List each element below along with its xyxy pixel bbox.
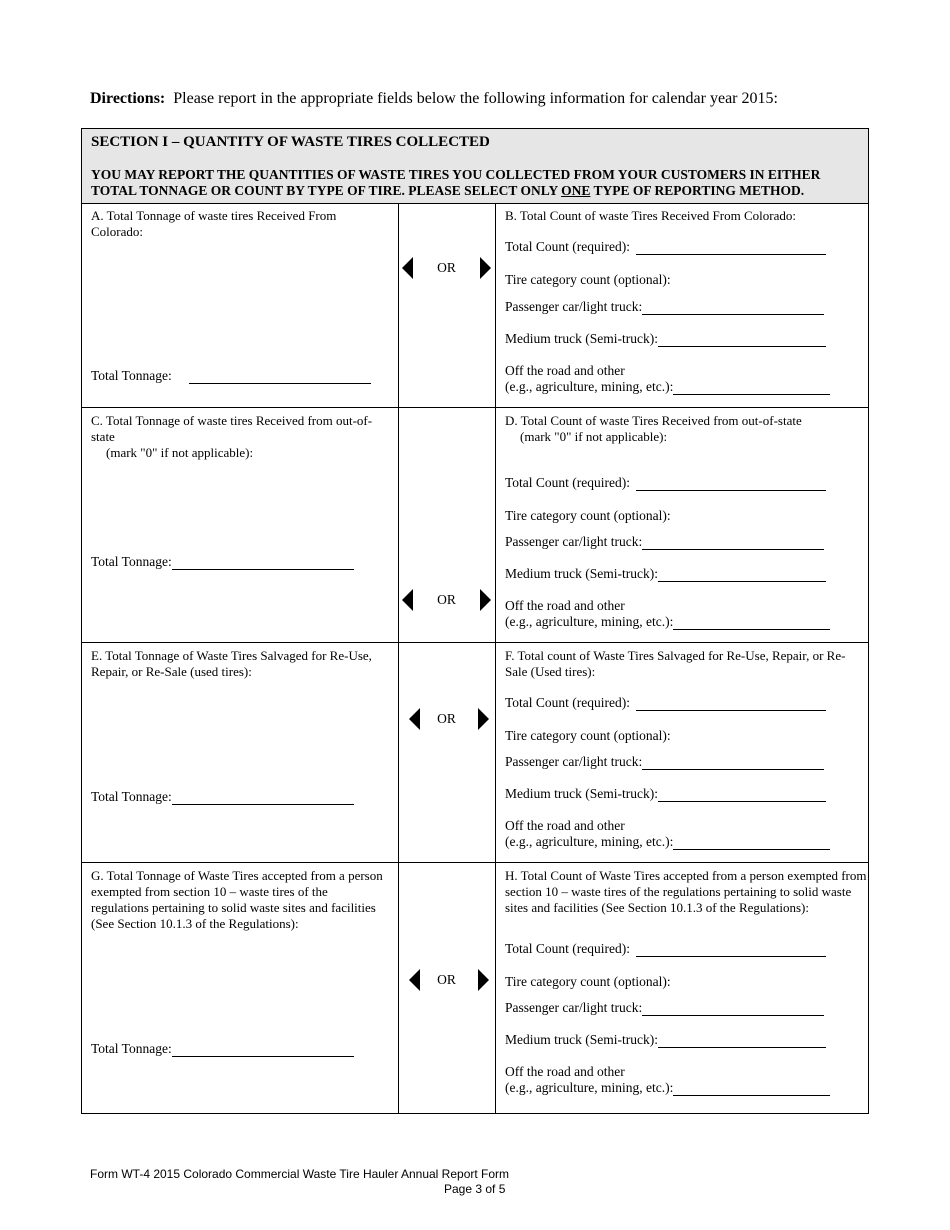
medium-b: Medium truck (Semi-truck):	[505, 331, 826, 347]
category-label-h: Tire category count (optional):	[505, 974, 671, 989]
tonnage-e: Total Tonnage:	[91, 789, 354, 805]
total-count-h: Total Count (required):	[505, 941, 826, 957]
part-f-heading: F. Total count of Waste Tires Salvaged for Re-Use, Repair, or Re-Sale (Used tires):	[505, 648, 846, 679]
part-c	[82, 408, 399, 642]
part-d	[496, 408, 868, 642]
total-count-d: Total Count (required):	[505, 475, 826, 491]
or-label: OR	[437, 592, 456, 607]
tonnage-c-input[interactable]	[172, 555, 354, 570]
part-h	[496, 863, 868, 1113]
offroad-b-input[interactable]	[673, 380, 830, 395]
tonnage-g-input[interactable]	[172, 1042, 354, 1057]
offroad-h: (e.g., agriculture, mining, etc.):	[505, 1080, 830, 1096]
total-count-b-input[interactable]	[636, 240, 826, 255]
tonnage-a: Total Tonnage:	[91, 368, 371, 384]
footer-page-number: Page 3 of 5	[444, 1182, 506, 1196]
category-label-b: Tire category count (optional):	[505, 272, 671, 287]
or-label: OR	[437, 972, 456, 987]
arrow-right-icon	[480, 589, 491, 611]
or-separator-ab	[398, 203, 496, 407]
tonnage-g: Total Tonnage:	[91, 1041, 354, 1057]
offroad-b-label: Off the road and other	[505, 363, 625, 378]
section-1-form	[81, 128, 869, 1114]
tonnage-a-input[interactable]	[189, 369, 371, 384]
total-count-h-input[interactable]	[636, 942, 826, 957]
offroad-f-input[interactable]	[673, 835, 830, 850]
part-g-heading: G. Total Tonnage of Waste Tires accepted from a person exempted from section 10 – waste tires of the regulations pertaining to solid waste sites and facilities (See Section 10.1.3 of the Regulations):	[91, 868, 383, 931]
offroad-h-input[interactable]	[673, 1081, 830, 1096]
category-label-f: Tire category count (optional):	[505, 728, 671, 743]
part-f	[496, 643, 868, 862]
offroad-d-label: Off the road and other	[505, 598, 625, 613]
medium-d-input[interactable]	[658, 567, 826, 582]
arrow-right-icon	[480, 257, 491, 279]
offroad-d-input[interactable]	[673, 615, 830, 630]
total-count-f: Total Count (required):	[505, 695, 826, 711]
part-e	[82, 643, 399, 862]
medium-h-input[interactable]	[658, 1033, 826, 1048]
medium-h: Medium truck (Semi-truck):	[505, 1032, 826, 1048]
footer-form-title: Form WT-4 2015 Colorado Commercial Waste Tire Hauler Annual Report Form	[90, 1167, 510, 1181]
medium-d: Medium truck (Semi-truck):	[505, 566, 826, 582]
part-h-heading: H. Total Count of Waste Tires accepted from a person exempted from section 10 – waste tires of the regulations pertaining to solid waste sites and facilities (See Section 10.1.3 of the Regulations):	[505, 868, 867, 915]
part-d-heading: D. Total Count of waste Tires Received from out-of-state	[505, 413, 802, 428]
arrow-right-icon	[478, 969, 489, 991]
part-d-subheading: (mark "0" if not applicable):	[520, 429, 668, 444]
arrow-right-icon	[478, 708, 489, 730]
offroad-h-label: Off the road and other	[505, 1064, 625, 1079]
part-c-heading: C. Total Tonnage of waste tires Received from out-of-state	[91, 413, 373, 444]
row-a-b	[82, 203, 868, 408]
or-separator-cd	[398, 408, 496, 642]
part-g	[82, 863, 399, 1113]
passenger-d-input[interactable]	[642, 535, 824, 550]
passenger-d: Passenger car/light truck:	[505, 534, 824, 550]
directions-label: Directions:	[90, 90, 166, 107]
passenger-h-input[interactable]	[642, 1001, 824, 1016]
total-count-d-input[interactable]	[636, 476, 826, 491]
row-c-d	[82, 408, 868, 643]
passenger-b-input[interactable]	[642, 300, 824, 315]
passenger-h: Passenger car/light truck:	[505, 1000, 824, 1016]
or-label: OR	[437, 711, 456, 726]
part-b-heading: B. Total Count of waste Tires Received From Colorado:	[505, 208, 796, 223]
or-separator-gh	[398, 863, 496, 1113]
total-count-b: Total Count (required):	[505, 239, 826, 255]
page-footer	[90, 1167, 509, 1197]
part-a-heading: A. Total Tonnage of waste tires Received From Colorado:	[91, 208, 337, 239]
section-instructions: YOU MAY REPORT THE QUANTITIES OF WASTE TIRES YOU COLLECTED FROM YOUR CUSTOMERS IN EITHER TOTAL TONNAGE OR COUNT BY TYPE OF TIRE. PLEASE SELECT ONLY ONE TYPE OF REPORTING METHOD.	[91, 167, 821, 198]
passenger-b: Passenger car/light truck:	[505, 299, 824, 315]
offroad-d: (e.g., agriculture, mining, etc.):	[505, 614, 830, 630]
directions	[90, 90, 778, 108]
row-e-f	[82, 643, 868, 863]
medium-b-input[interactable]	[658, 332, 826, 347]
or-label: OR	[437, 260, 456, 275]
part-c-subheading: (mark "0" if not applicable):	[106, 445, 254, 460]
tonnage-c: Total Tonnage:	[91, 554, 354, 570]
medium-f-input[interactable]	[658, 787, 826, 802]
category-label-d: Tire category count (optional):	[505, 508, 671, 523]
part-a	[82, 203, 399, 407]
section-title: SECTION I – QUANTITY OF WASTE TIRES COLLECTED	[91, 134, 490, 150]
medium-f: Medium truck (Semi-truck):	[505, 786, 826, 802]
offroad-b: (e.g., agriculture, mining, etc.):	[505, 379, 830, 395]
offroad-f-label: Off the road and other	[505, 818, 625, 833]
part-b	[496, 203, 868, 407]
directions-text: Please report in the appropriate fields below the following information for calendar year 2015:	[173, 90, 778, 107]
section-header	[82, 129, 868, 204]
part-e-heading: E. Total Tonnage of Waste Tires Salvaged for Re-Use, Repair, or Re-Sale (used tires):	[91, 648, 372, 679]
passenger-f-input[interactable]	[642, 755, 824, 770]
tonnage-e-input[interactable]	[172, 790, 354, 805]
offroad-f: (e.g., agriculture, mining, etc.):	[505, 834, 830, 850]
passenger-f: Passenger car/light truck:	[505, 754, 824, 770]
or-separator-ef	[398, 643, 496, 862]
row-g-h	[82, 863, 868, 1113]
total-count-f-input[interactable]	[636, 696, 826, 711]
